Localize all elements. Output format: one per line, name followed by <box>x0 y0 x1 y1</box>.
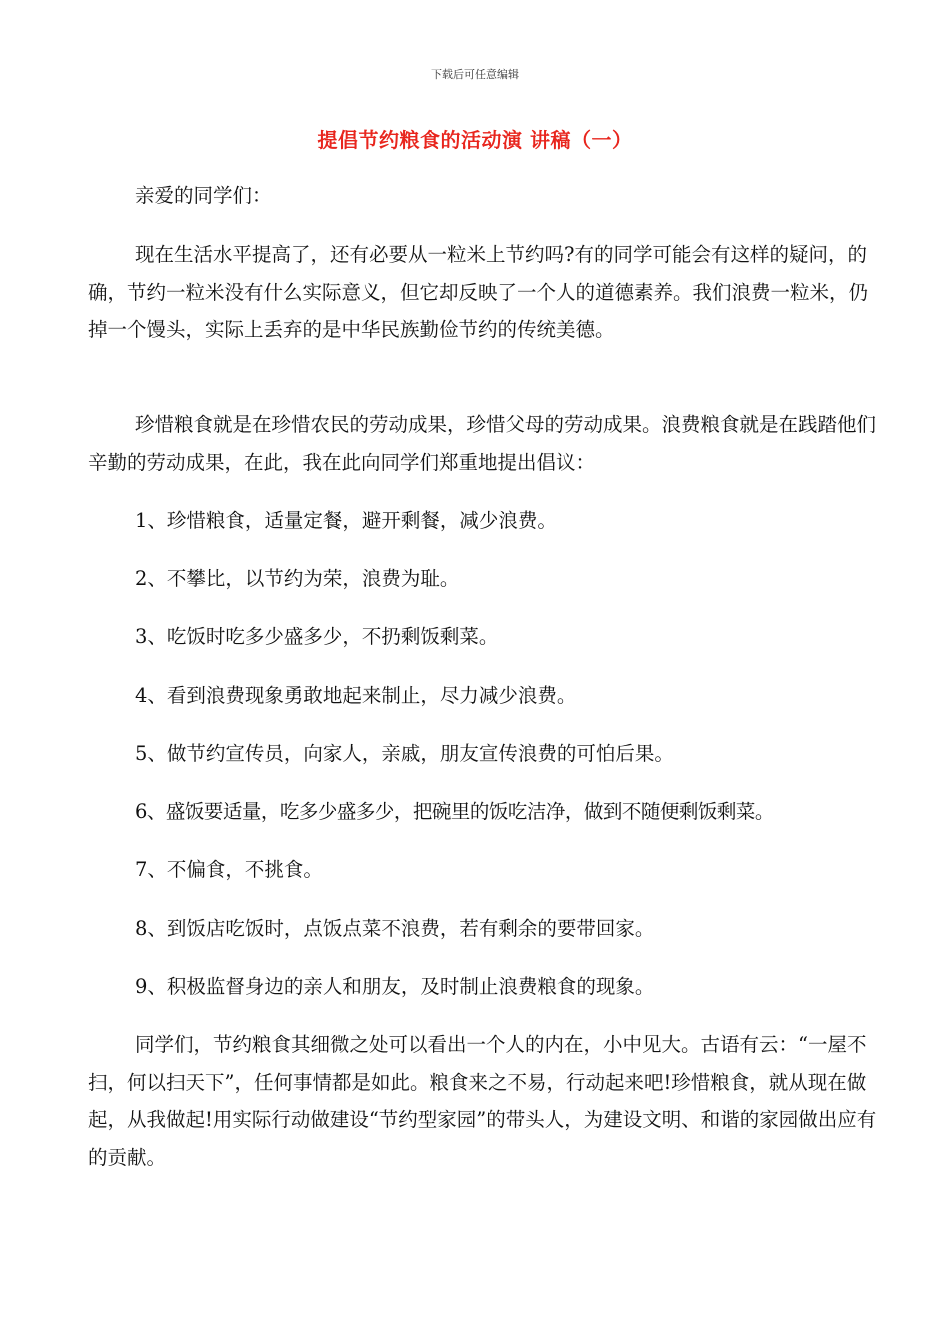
paragraph-1: 现在生活水平提高了，还有必要从一粒米上节约吗?有的同学可能会有这样的疑问，的确，节约一粒米没有什么实际意义，但它却反映了一个人的道德素养。我们浪费一粒米，仍掉一个馒头，实际上丢弃的是中华民族勤俭节约的传统美德。 <box>88 243 869 341</box>
proposal-item: 3、吃饭时吃多少盛多少，不扔剩饭剩菜。 <box>135 625 499 648</box>
proposal-item: 7、不偏食，不挑食。 <box>135 858 323 881</box>
greeting: 亲爱的同学们： <box>135 184 272 207</box>
document-title: 提倡节约粮食的活动演 讲稿（一） <box>317 128 633 152</box>
proposal-item: 4、看到浪费现象勇敢地起来制止，尽力减少浪费。 <box>135 684 577 707</box>
proposal-item: 1、珍惜粮食，适量定餐，避开剩餐，减少浪费。 <box>135 509 557 532</box>
proposal-item: 8、到饭店吃饭时，点饭点菜不浪费，若有剩余的要带回家。 <box>135 917 655 940</box>
header-note: 下载后可任意编辑 <box>431 68 519 81</box>
proposal-item: 5、做节约宣传员，向家人，亲戚，朋友宣传浪费的可怕后果。 <box>135 742 674 765</box>
proposal-item: 6、盛饭要适量，吃多少盛多少，把碗里的饭吃洁净，做到不随便剩饭剩菜。 <box>135 800 774 823</box>
paragraph-2: 珍惜粮食就是在珍惜农民的劳动成果，珍惜父母的劳动成果。浪费粮食就是在践踏他们辛勤的劳动成果，在此，我在此向同学们郑重地提出倡议： <box>88 413 877 474</box>
paragraph-3: 同学们，节约粮食其细微之处可以看出一个人的内在，小中见大。古语有云：“一屋不扫，何以扫天下”，任何事情都是如此。粮食来之不易，行动起来吧!珍惜粮食，就从现在做起，从我做起!用实际行动做建设“节约型家园”的带头人，为建设文明、和谐的家园做出应有的贡献。 <box>88 1033 877 1169</box>
proposal-item: 9、积极监督身边的亲人和朋友，及时制止浪费粮食的现象。 <box>135 975 655 998</box>
proposal-item: 2、不攀比，以节约为荣，浪费为耻。 <box>135 567 460 590</box>
